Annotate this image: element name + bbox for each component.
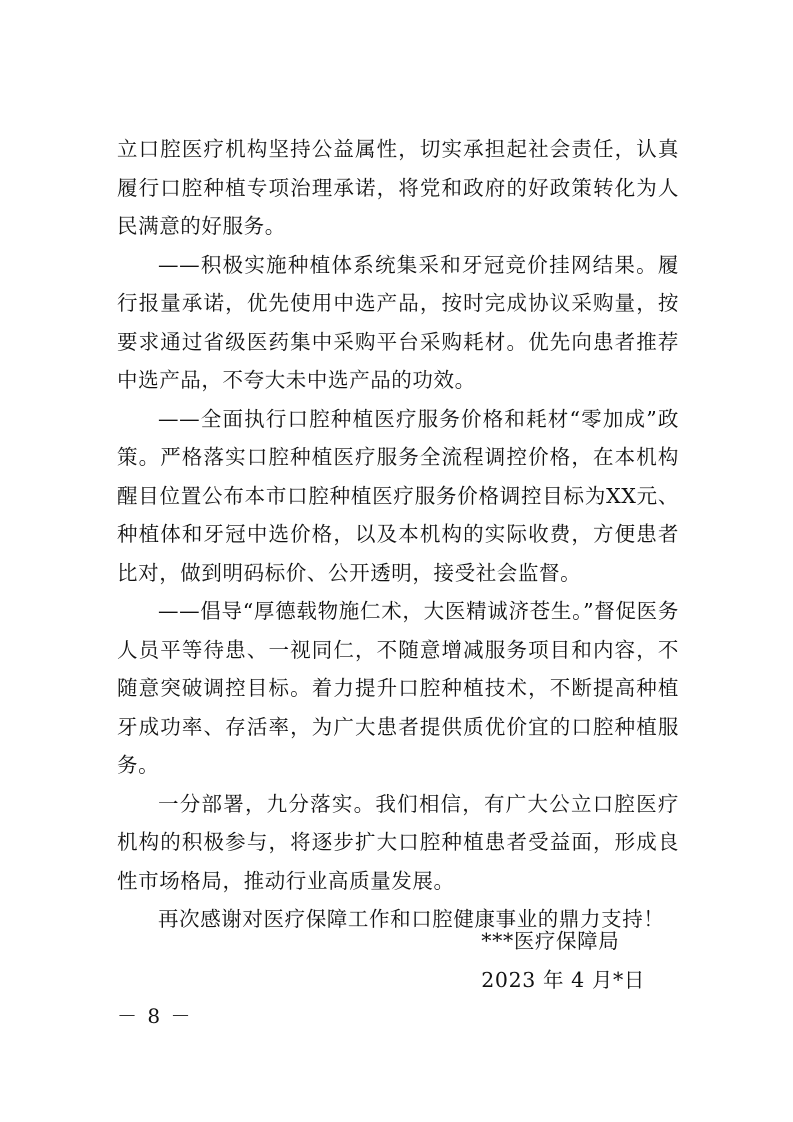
signature-block (481, 922, 645, 999)
signature-organization: ***医疗保障局 (481, 929, 620, 953)
paragraph-centralized-procurement: ——积极实施种植体系统集采和牙冠竞价挂网结果。履行报量承诺，优先使用中选产品，按时完成协议采购量，按要求通过省级医药集中采购平台采购耗材。优先向患者推荐中选产品，不夸大未中选产品的功效。 (117, 252, 679, 392)
paragraph-implementation: 一分部署，九分落实。我们相信，有广大公立口腔医疗机构的积极参与，将逐步扩大口腔种植患者受益面，形成良性市场格局，推动行业高质量发展。 (117, 791, 679, 893)
letter-body (117, 130, 679, 939)
page-number: － 8 － (117, 1004, 193, 1028)
paragraph-pricing-policy: ——全面执行口腔种植医疗服务价格和耗材“零加成”政策。严格落实口腔种植医疗服务全流程调控价格，在本机构醒目位置公布本市口腔种植医疗服务价格调控目标为XX元、种植体和牙冠中选价格，以及本机构的实际收费，方便患者比对，做到明码标价、公开透明，接受社会监督。 (117, 406, 679, 585)
paragraph-medical-ethics: ——倡导“厚德载物施仁术，大医精诚济苍生。”督促医务人员平等待患、一视同仁，不随意增减服务项目和内容，不随意突破调控目标。着力提升口腔种植技术，不断提高种植牙成功率、存活率，为广大患者提供质优价宜的口腔种植服务。 (117, 599, 679, 777)
paragraph-thanks: 再次感谢对医疗保障工作和口腔健康事业的鼎力支持！ (158, 907, 665, 931)
signature-date: 2023 年 4 月*日 (481, 967, 645, 992)
paragraph-continuation: 立口腔医疗机构坚持公益属性，切实承担起社会责任，认真履行口腔种植专项治理承诺，将党和政府的好政策转化为人民满意的好服务。 (117, 137, 679, 238)
